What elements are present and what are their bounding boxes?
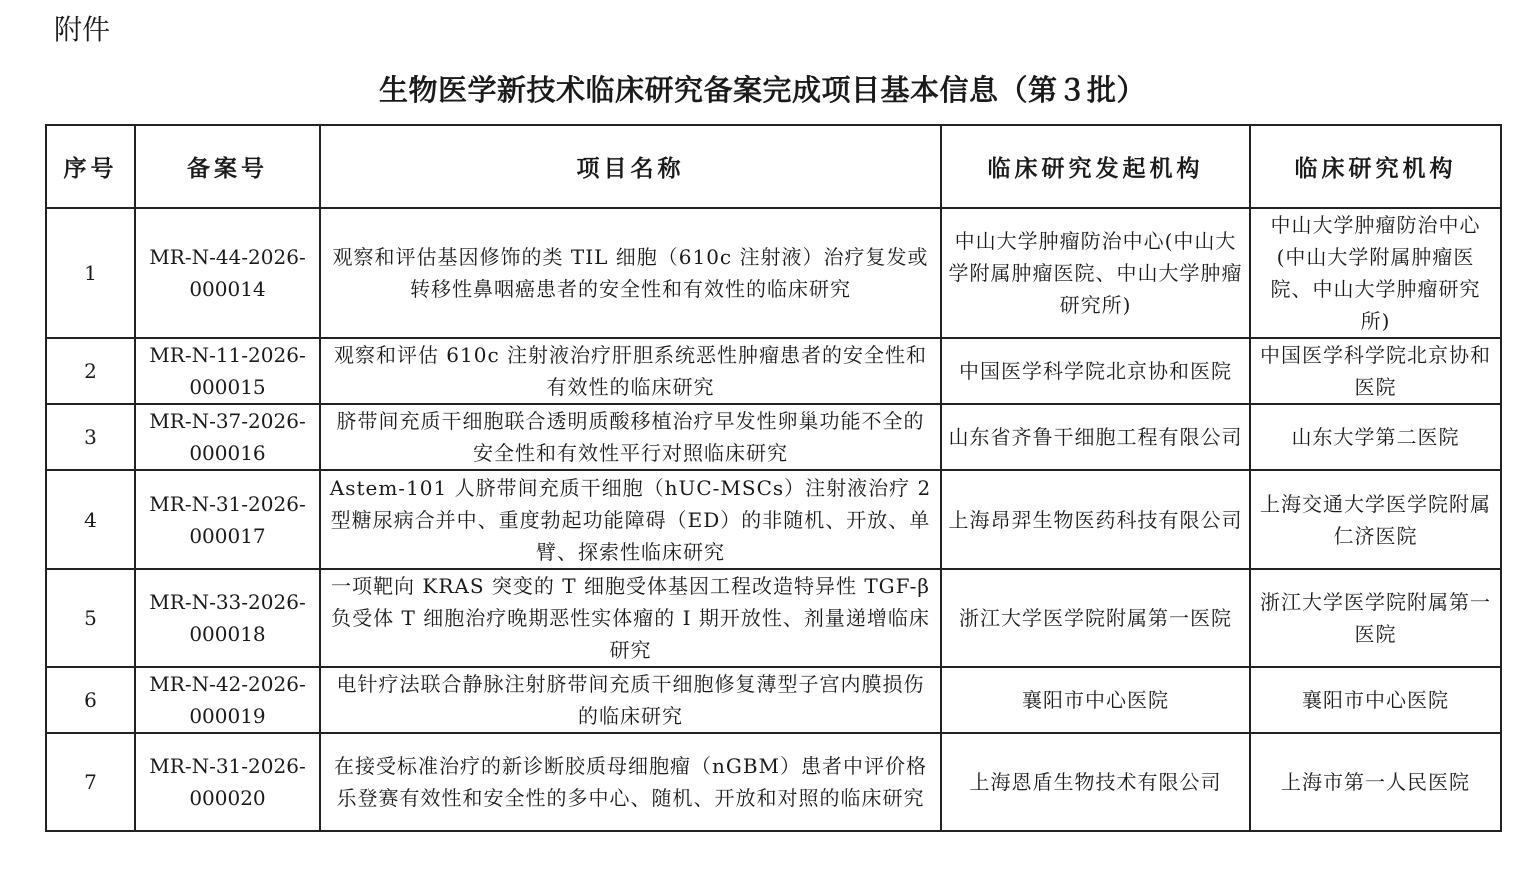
project-table [45, 124, 1502, 832]
row-sponsor: 中山大学肿瘤防治中心(中山大学附属肿瘤医院、中山大学肿瘤研究所) [941, 208, 1250, 338]
table-row [46, 733, 1501, 831]
row-record-no: MR-N-33-2026-000018 [135, 569, 320, 667]
row-institution: 山东大学第二医院 [1250, 404, 1501, 470]
row-sponsor: 山东省齐鲁干细胞工程有限公司 [941, 404, 1250, 470]
row-sponsor: 上海恩盾生物技术有限公司 [941, 733, 1250, 831]
table-row [46, 208, 1501, 338]
row-index: 6 [46, 667, 135, 733]
row-institution: 浙江大学医学院附属第一医院 [1250, 569, 1501, 667]
row-project-name: 观察和评估 610c 注射液治疗肝胆系统恶性肿瘤患者的安全性和有效性的临床研究 [320, 338, 941, 404]
table-row [46, 338, 1501, 404]
row-index: 5 [46, 569, 135, 667]
row-index: 4 [46, 470, 135, 569]
row-index: 2 [46, 338, 135, 404]
row-record-no: MR-N-31-2026-000020 [135, 733, 320, 831]
row-sponsor: 中国医学科学院北京协和医院 [941, 338, 1250, 404]
attachment-label: 附件 [54, 13, 111, 46]
row-project-name: 脐带间充质干细胞联合透明质酸移植治疗早发性卵巢功能不全的安全性和有效性平行对照临床研究 [320, 404, 941, 470]
row-project-name: 在接受标准治疗的新诊断胶质母细胞瘤（nGBM）患者中评价格乐登赛有效性和安全性的多中心、随机、开放和对照的临床研究 [320, 733, 941, 831]
header-project-name: 项目名称 [320, 125, 941, 208]
row-institution: 襄阳市中心医院 [1250, 667, 1501, 733]
row-sponsor: 襄阳市中心医院 [941, 667, 1250, 733]
table-row [46, 569, 1501, 667]
row-institution: 上海交通大学医学院附属仁济医院 [1250, 470, 1501, 569]
row-index: 3 [46, 404, 135, 470]
header-sponsor: 临床研究发起机构 [941, 125, 1250, 208]
table-row [46, 667, 1501, 733]
row-institution: 上海市第一人民医院 [1250, 733, 1501, 831]
row-record-no: MR-N-42-2026-000019 [135, 667, 320, 733]
row-record-no: MR-N-11-2026-000015 [135, 338, 320, 404]
table-row [46, 470, 1501, 569]
table-row [46, 404, 1501, 470]
row-project-name: 观察和评估基因修饰的类 TIL 细胞（610c 注射液）治疗复发或转移性鼻咽癌患者的安全性和有效性的临床研究 [320, 208, 941, 338]
row-record-no: MR-N-37-2026-000016 [135, 404, 320, 470]
table-header-row [46, 125, 1501, 208]
row-sponsor: 上海昂羿生物医药科技有限公司 [941, 470, 1250, 569]
row-index: 1 [46, 208, 135, 338]
header-record-no: 备案号 [135, 125, 320, 208]
row-sponsor: 浙江大学医学院附属第一医院 [941, 569, 1250, 667]
row-project-name: 电针疗法联合静脉注射脐带间充质干细胞修复薄型子宫内膜损伤的临床研究 [320, 667, 941, 733]
row-project-name: Astem-101 人脐带间充质干细胞（hUC-MSCs）注射液治疗 2 型糖尿病合并中、重度勃起功能障碍（ED）的非随机、开放、单臂、探索性临床研究 [320, 470, 941, 569]
row-record-no: MR-N-31-2026-000017 [135, 470, 320, 569]
header-index: 序号 [46, 125, 135, 208]
row-institution: 中山大学肿瘤防治中心(中山大学附属肿瘤医院、中山大学肿瘤研究所) [1250, 208, 1501, 338]
row-project-name: 一项靶向 KRAS 突变的 T 细胞受体基因工程改造特异性 TGF-β 负受体 T 细胞治疗晚期恶性实体瘤的 I 期开放性、剂量递增临床研究 [320, 569, 941, 667]
document-title: 生物医学新技术临床研究备案完成项目基本信息（第３批） [378, 73, 1146, 107]
header-institution: 临床研究机构 [1250, 125, 1501, 208]
row-institution: 中国医学科学院北京协和医院 [1250, 338, 1501, 404]
row-index: 7 [46, 733, 135, 831]
row-record-no: MR-N-44-2026-000014 [135, 208, 320, 338]
